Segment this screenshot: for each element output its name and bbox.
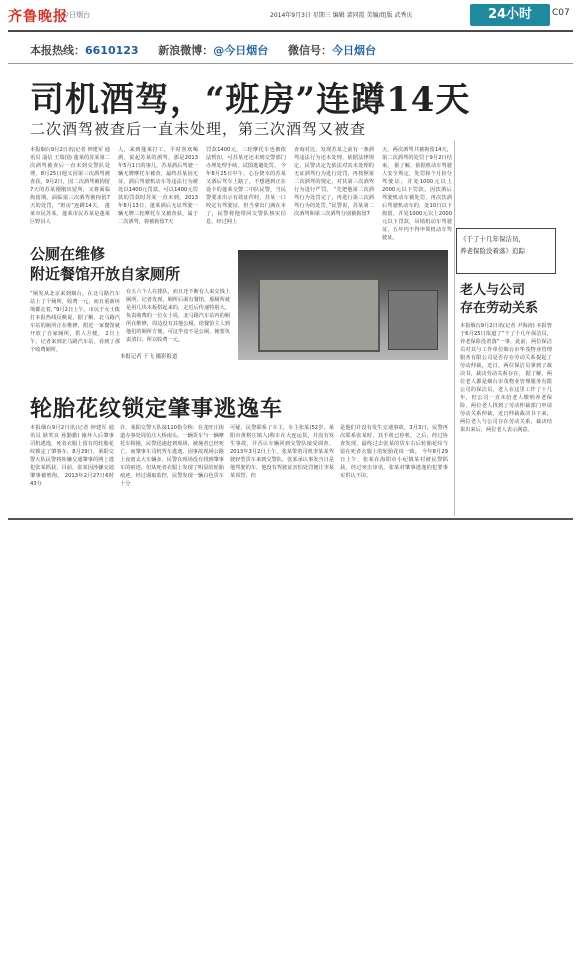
story3-col3: 可疑，民警联系了车主，车主张某(52岁，莱阳市黄格庄镇人)称车在大连运货，并没有发生事故，并否认车辆回到交警队接受调查。 2013年3月2日上午，张某带着司机李某某驾驶轻型货车来到交警队，张某承认事发当日是他驾驶的车，他没有驾驶证害怕处罚便让李某某顶替，但 [230, 425, 334, 479]
story3-col4: 是他们并没有发生交通事故，3月3日，民警再次联系张某时，其手机已停机，之后，经过协查发现，最终过去张某的货车右后轮胎花纹与留在死者衣服上的轮胎花纹一致。 今年8月29日上午，张某在海阳市小纪镇某村被民警抓获，经过突击审讯，张某对肇事逃逸的犯罪事实供认不讳。 [340, 425, 448, 479]
story3-headline: 轮胎花纹锁定肇事逃逸车 [30, 396, 284, 422]
bottom-rule [8, 518, 573, 520]
story3-col2: 许，莱阳交警大队接110指令称：在龙旺庄街道办事处周伯庄大桥南头，一辆货车与一辆摩托车相撞，民警迅速赶到现场，被撞者已经死亡，而肇事车司机驾车逃逸，因事故现场公路上夜雨太大车辆多，民警在现场没有找到肇事车的痕迹，但从死者衣服上发现了明显的轮胎痕迹，经过调取监控，民警发现一辆白色货车十分 [120, 425, 224, 487]
wechat-label: 微信号： [287, 44, 332, 57]
story2-title-line1: 公厕在维修 [30, 245, 106, 263]
sidebar-box-line1: 《于了十几年保洁员， [460, 235, 525, 243]
sidebar-title-line2: 存在劳动关系 [460, 301, 539, 316]
hotline-bar [30, 42, 376, 58]
sidebar-body: 本报烟台9月2日讯(记者 尹海涛) 本报曾于6月25日报道了“干了十几年保洁员，养老保险没着落”一事，此前，两位保洁员对其与工作单位烟台市华茂物业管理服务有限公司是否存在劳动关系提起了劳动仲裁，近日，两位保洁员拿到了裁决书，裁决劳动关系存在。 据了解，两位老人都是烟台市茂物业管理服务有限公司的保洁员，老人在这里工作了十几年，但公司一直未给老人缴纳养老保险，两位老人找到了劳动仲裁部门申请劳动关系仲裁，近日仲裁裁决书下来，两位老人与公司存在劳动关系，裁决结果出来后，两位老人表示满意。 [460, 323, 552, 433]
story1-col4: 查询对比，发现苏某之前有一条酒驾违法行为还未处理，依据法律规定，民警决定先依法对其未处理的无证酒驾行为进行处罚，再按照第二次酒驾的规定，对其第三次酒驾行为进行严罚。 “先把他第二次酒驾行为处罚完了，再进行第三次酒驾行为的处罚，”民警说，苏某第二次酒驾和第三次酒驾分别被拘留7 [294, 147, 374, 217]
phone-label: 本报热线： [30, 44, 85, 57]
story2-col1: “厕发从北京来到烟台，在北马路汽车站上了个厕所，收费一元，而且重新环境都走着，”9月2日上午，市民于女士拨打本报热线反映说，据了解，北马路汽车站的厕所正在维修，附近一家餐馆就开放了自家厕所，供人方便。 2日上午，记者来到北马路汽车站，看到了那个收费厕所， [30, 291, 120, 353]
story1-subhead: 二次酒驾被查后一直未处理，第三次酒驾又被查 [30, 120, 367, 138]
column-divider [454, 140, 455, 516]
story3-col1: 本报烟台9月2日讯(记者 钟建军 通讯员 耿笑良 孙勤勤) 撞坏人后肇事司机逃逸，死者衣服上留有的轮胎花纹锁定了肇事车，8月29日，莱阳交警大队民警将涉嫌交通肇事的网上逃犯张某抓获，目前，张某因涉嫌交通肇事被刑拘。 2013年2月27日6时43分 [30, 425, 114, 487]
newspaper-logo: 齐鲁晚报 [8, 9, 68, 25]
weibo-label: 新浪微博： [158, 44, 214, 57]
sidebar-box-line2: 养老保险没着落》追踪 [460, 247, 525, 255]
story2-title-line2: 附近餐馆开放自家厕所 [30, 265, 181, 283]
page-number: C07 [552, 8, 570, 18]
phone-number: 6610123 [85, 44, 139, 57]
dateline: 2014年9月3日 星期三 编辑 裴同霞 美编/组版 武秀庆 [270, 12, 413, 19]
story2-col2: 有五六个人在排队，而且还不断有人来交钱上厕所，记者发现，厕所后面有餐馆，那厕所就是用几块木板搭起来的，走近后传递特别大，负责收费的一位女士说，北马路汽车站内的厕所在维修，周边没有其他公厕，给餐馆主人到他们的厕所方便，可这毕竟不是公厕，掩要负责清扫，所以收费一元。 [126, 289, 230, 343]
hotline-rule [8, 63, 573, 64]
story1-headline: 司机酒驾，“班房”连蹲14天 [30, 80, 471, 120]
wechat-id: 今日烟台 [331, 44, 376, 57]
photo-side-door [388, 290, 438, 350]
story2-photo [238, 250, 448, 360]
section-name: 今日烟台 [62, 11, 90, 19]
weibo-handle: @今日烟台 [213, 44, 269, 57]
story2-caption: 本报记者 于飞 摄影报道 [120, 354, 178, 360]
story1-col3: 罚款1400元，三轮摩托车也被依法暂扣，可苏某还还未到交警部门办理处理手续，试图逃避处罚。 今年8月25日中午，心存侥幸的苏某又酒后驾车上路了，不想遇到正在设卡的蓬莱交警二中队民警，当民警要求出示有效证件时，苏某一口咬定有驾驶证，但当拿出门满在本了，民警将他带回交警队核实信息，经过网上 [206, 147, 286, 225]
section-tag: 24小时 [470, 4, 550, 26]
photo-toilet-shed [258, 278, 380, 352]
sidebar-title-line1: 老人与公司 [460, 283, 526, 298]
story1-col1: 本报烟台9月2日讯(记者 钟建军 通讯员 淄信 王瑞国) 蓬莱的苏某第二次酒驾被查后一直未到交警队处理，8月25日他又因第三次酒驾被查获。9月2日，因二次酒驾被拘留7天的苏某刚刚出留所，又将面临拘留期。面临第三次酒驾被拘留7天的处罚，“班房”连蹲14天。 蓬莱市民苏某，蓬莱市民苏某是蓬莱巨野县人 [30, 147, 110, 225]
story1-col5: 天，两次酒驾共被拘留14天，第二次酒驾的处罚于9月2日结束。 据了解，依据机动车驾驶人安全规定，处罚和个月扣分驾驶证，并处1000元以上2000元以下罚款。因饮酒后驾驶机动车被处罚，再次饮酒后驾驶机动车的，处10日以下拘留，并处1000元以上2000元以下罚款，吊销机动车驾驶证，五年内不得申领机动车驾驶证。 [382, 147, 452, 241]
masthead [0, 0, 580, 30]
story1-col2: 人，来到蓬莱打工，平时喜欢喝酒。说起苏某的酒驾，那是2013年5月1日的事儿，苏某酒后驾驶一辆无牌摩托车被查，最终苏某因无证、酒后驾驶机动车等违法行为被处以1400元罚款，可以1400元罚款的罚款时苏某一直未到。2013年8月13日，蓬莱酒后无证驾驶一辆无牌三轮摩托车又被查获，属于二次酒驾，将被拘留7天 [118, 147, 198, 225]
masthead-rule [8, 30, 573, 32]
